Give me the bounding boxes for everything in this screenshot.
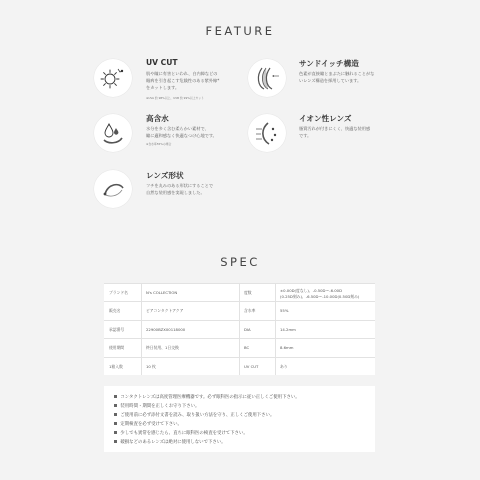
spec-value: あり	[280, 363, 288, 369]
spec-value: 22900BZX00118000	[146, 326, 186, 332]
feature-description: 水分を多く含む柔らかい素材で、 瞳に適和感なく快適なつけ心地です。	[146, 126, 217, 138]
spec-heading: SPEC	[220, 255, 260, 269]
spec-value: 14.2mm	[280, 326, 296, 332]
spec-table	[104, 283, 375, 375]
spec-value: 8.6mm	[280, 345, 294, 351]
sandwich-lens-icon	[248, 59, 286, 97]
feature-description: 色素が直接瞳とまぶたに触れることがな いレンズ構造を採用しています。	[299, 71, 375, 83]
feature-description: 脂質汚れが付きにくく、快適な装用感 です。	[299, 126, 371, 138]
spec-label: 含水率	[244, 308, 256, 314]
table-row	[104, 357, 375, 376]
spec-value: 終日装用、1日交換	[146, 345, 179, 351]
bullet-square-icon	[114, 395, 117, 398]
bullet-square-icon	[114, 404, 117, 407]
feature-icon-circle	[94, 114, 132, 152]
spec-value: ±0.00D(度なし)、-0.50D〜-6.00D (0.25D刻み)、-6.50D〜-10.00D(0.50D刻み)	[280, 287, 360, 299]
spec-label: BC	[244, 345, 250, 351]
spec-value: 55%	[280, 308, 289, 314]
feature-note: ※含水率55%の場合	[146, 142, 172, 146]
feature-title: UV CUT	[146, 58, 178, 67]
water-drop-icon	[94, 114, 132, 152]
spec-value: ピアコンタクトアクア	[146, 308, 184, 314]
spec-value: 10 枚	[146, 363, 156, 369]
caution-notes	[104, 386, 375, 452]
spec-label: DIA	[244, 326, 251, 332]
feature-note: ※UVA 約 98%以上、UVB 約 99%以上カット	[146, 96, 204, 100]
feature-title: レンズ形状	[146, 171, 184, 180]
spec-label: 承認番号	[109, 326, 125, 332]
bullet-square-icon	[114, 413, 117, 416]
list-item: コンタクトレンズは高度管理医療機器です。必ず眼科医の指示に従い正しくご使用下さい。	[114, 394, 300, 400]
table-row	[104, 338, 375, 357]
feature-icon-circle	[94, 170, 132, 208]
ionic-lens-icon	[248, 114, 286, 152]
list-item: 定期検査を必ず受けて下さい。	[114, 421, 182, 427]
bullet-square-icon	[114, 440, 117, 443]
feature-icon-circle	[248, 114, 286, 152]
list-item: 破損などのあるレンズは絶対に使用しないで下さい。	[114, 439, 226, 445]
spec-label: UV CUT	[244, 363, 259, 369]
spec-label: 1箱入数	[109, 363, 123, 369]
lens-shape-icon	[94, 170, 132, 208]
spec-label: 販売名	[109, 308, 121, 314]
feature-title: サンドイッチ構造	[299, 59, 359, 68]
table-row	[104, 301, 375, 320]
table-row	[104, 283, 375, 302]
table-row	[104, 320, 375, 339]
feature-title: イオン性レンズ	[299, 114, 352, 123]
feature-heading: FEATURE	[205, 24, 275, 38]
list-item: 少しでも異常を感じたら、直ちに眼科医の検査を受けて下さい。	[114, 430, 248, 436]
feature-icon-circle	[94, 59, 132, 97]
spec-label: ブランド名	[109, 290, 128, 295]
feature-title: 高含水	[146, 114, 169, 123]
list-item: 装用時間・期間を正しくお守り下さい。	[114, 403, 199, 409]
feature-icon-circle	[248, 59, 286, 97]
list-item: ご使用前に必ず添付文書を読み、取り扱い方法を守り、正しくご使用下さい。	[114, 412, 274, 418]
spec-label: 度数	[244, 290, 252, 295]
feature-description: フチを丸みのある形状にすることで 自然な装用感を実現しました。	[146, 183, 214, 195]
bullet-square-icon	[114, 431, 117, 434]
spec-value: N's COLLECTION	[146, 290, 178, 295]
sun-icon	[94, 59, 132, 97]
spec-label: 使用期間	[109, 345, 125, 351]
feature-description: 肌や瞳に有害といわれ、白内障などの 眼病を引き起こす危険性のある紫外線* をカットします。	[146, 71, 220, 90]
bullet-square-icon	[114, 422, 117, 425]
